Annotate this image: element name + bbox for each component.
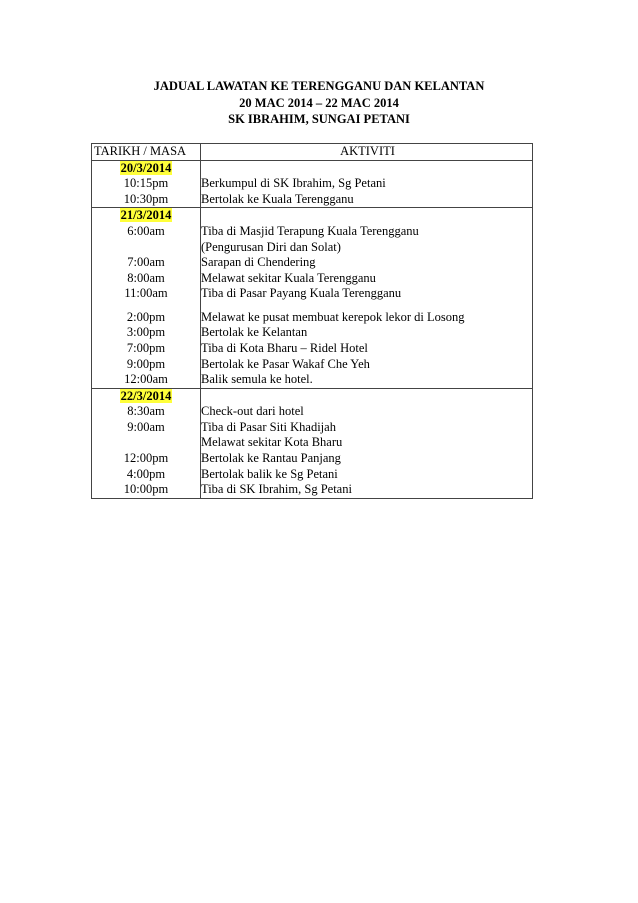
document-school: SK IBRAHIM, SUNGAI PETANI — [228, 112, 410, 126]
day-row-20-3 — [92, 160, 533, 208]
header-activity: AKTIVITI — [201, 144, 533, 161]
time-cell: 8:30am — [127, 404, 165, 419]
activity-cell: Tiba di Masjid Terapung Kuala Terengganu — [201, 223, 419, 238]
document-title: JADUAL LAWATAN KE TERENGGANU DAN KELANTAN — [153, 79, 485, 93]
day-row-21-3 — [92, 208, 533, 388]
activity-cell: Tiba di Pasar Payang Kuala Terengganu — [201, 286, 402, 301]
day-activities — [201, 160, 533, 208]
day-activities — [201, 388, 533, 498]
date-label: 20/3/2014 — [120, 160, 172, 175]
day-times — [92, 208, 201, 388]
time-cell: 10:00pm — [123, 482, 169, 497]
date-label: 21/3/2014 — [120, 208, 172, 223]
time-cell: 11:00am — [124, 286, 168, 301]
activity-cell: Bertolak ke Rantau Panjang — [201, 451, 341, 466]
activity-cell: Melawat sekitar Kuala Terengganu — [201, 270, 376, 285]
activity-cell: Berkumpul di SK Ibrahim, Sg Petani — [201, 176, 386, 191]
day-times — [92, 160, 201, 208]
day-activities — [201, 208, 533, 388]
table-header-row — [92, 144, 533, 161]
time-cell: 3:00pm — [126, 325, 166, 340]
activity-cell: Sarapan di Chendering — [201, 255, 316, 270]
activity-cell: Balik semula ke hotel. — [201, 372, 313, 387]
activity-cell: Check-out dari hotel — [201, 404, 304, 419]
schedule-table — [91, 143, 533, 499]
day-row-22-3 — [92, 388, 533, 498]
time-cell — [92, 435, 200, 451]
activity-cell: Melawat ke pusat membuat kerepok lekor di Losong — [201, 309, 465, 324]
time-cell: 9:00pm — [126, 356, 166, 371]
time-cell: 12:00pm — [123, 451, 169, 466]
activity-cell: Bertolak ke Kuala Terengganu — [201, 191, 354, 206]
date-label: 22/3/2014 — [120, 388, 172, 403]
time-cell: 7:00pm — [126, 340, 166, 355]
time-cell: 10:30pm — [123, 191, 169, 206]
activity-cell: (Pengurusan Diri dan Solat) — [201, 239, 341, 254]
activity-cell: Tiba di Pasar Siti Khadijah — [201, 419, 336, 434]
time-cell: 10:15pm — [123, 176, 169, 191]
document-date-range: 20 MAC 2014 – 22 MAC 2014 — [239, 95, 399, 110]
time-cell: 6:00am — [127, 223, 165, 238]
activity-cell: Bertolak ke Pasar Wakaf Che Yeh — [201, 356, 370, 371]
activity-cell: Bertolak ke Kelantan — [201, 325, 308, 340]
time-cell: 12:00am — [124, 372, 168, 387]
time-cell: 4:00pm — [126, 466, 166, 481]
time-cell: 2:00pm — [126, 309, 166, 324]
time-cell — [92, 240, 200, 256]
activity-cell: Bertolak balik ke Sg Petani — [201, 466, 338, 481]
activity-cell: Melawat sekitar Kota Bharu — [201, 435, 343, 450]
activity-cell: Tiba di Kota Bharu – Ridel Hotel — [201, 340, 368, 355]
time-cell: 9:00am — [127, 419, 165, 434]
time-cell: 7:00am — [127, 255, 165, 270]
activity-cell: Tiba di SK Ibrahim, Sg Petani — [201, 482, 352, 497]
time-cell: 8:00am — [127, 270, 165, 285]
header-date-time: TARIKH / MASA — [92, 144, 201, 161]
day-times — [92, 388, 201, 498]
